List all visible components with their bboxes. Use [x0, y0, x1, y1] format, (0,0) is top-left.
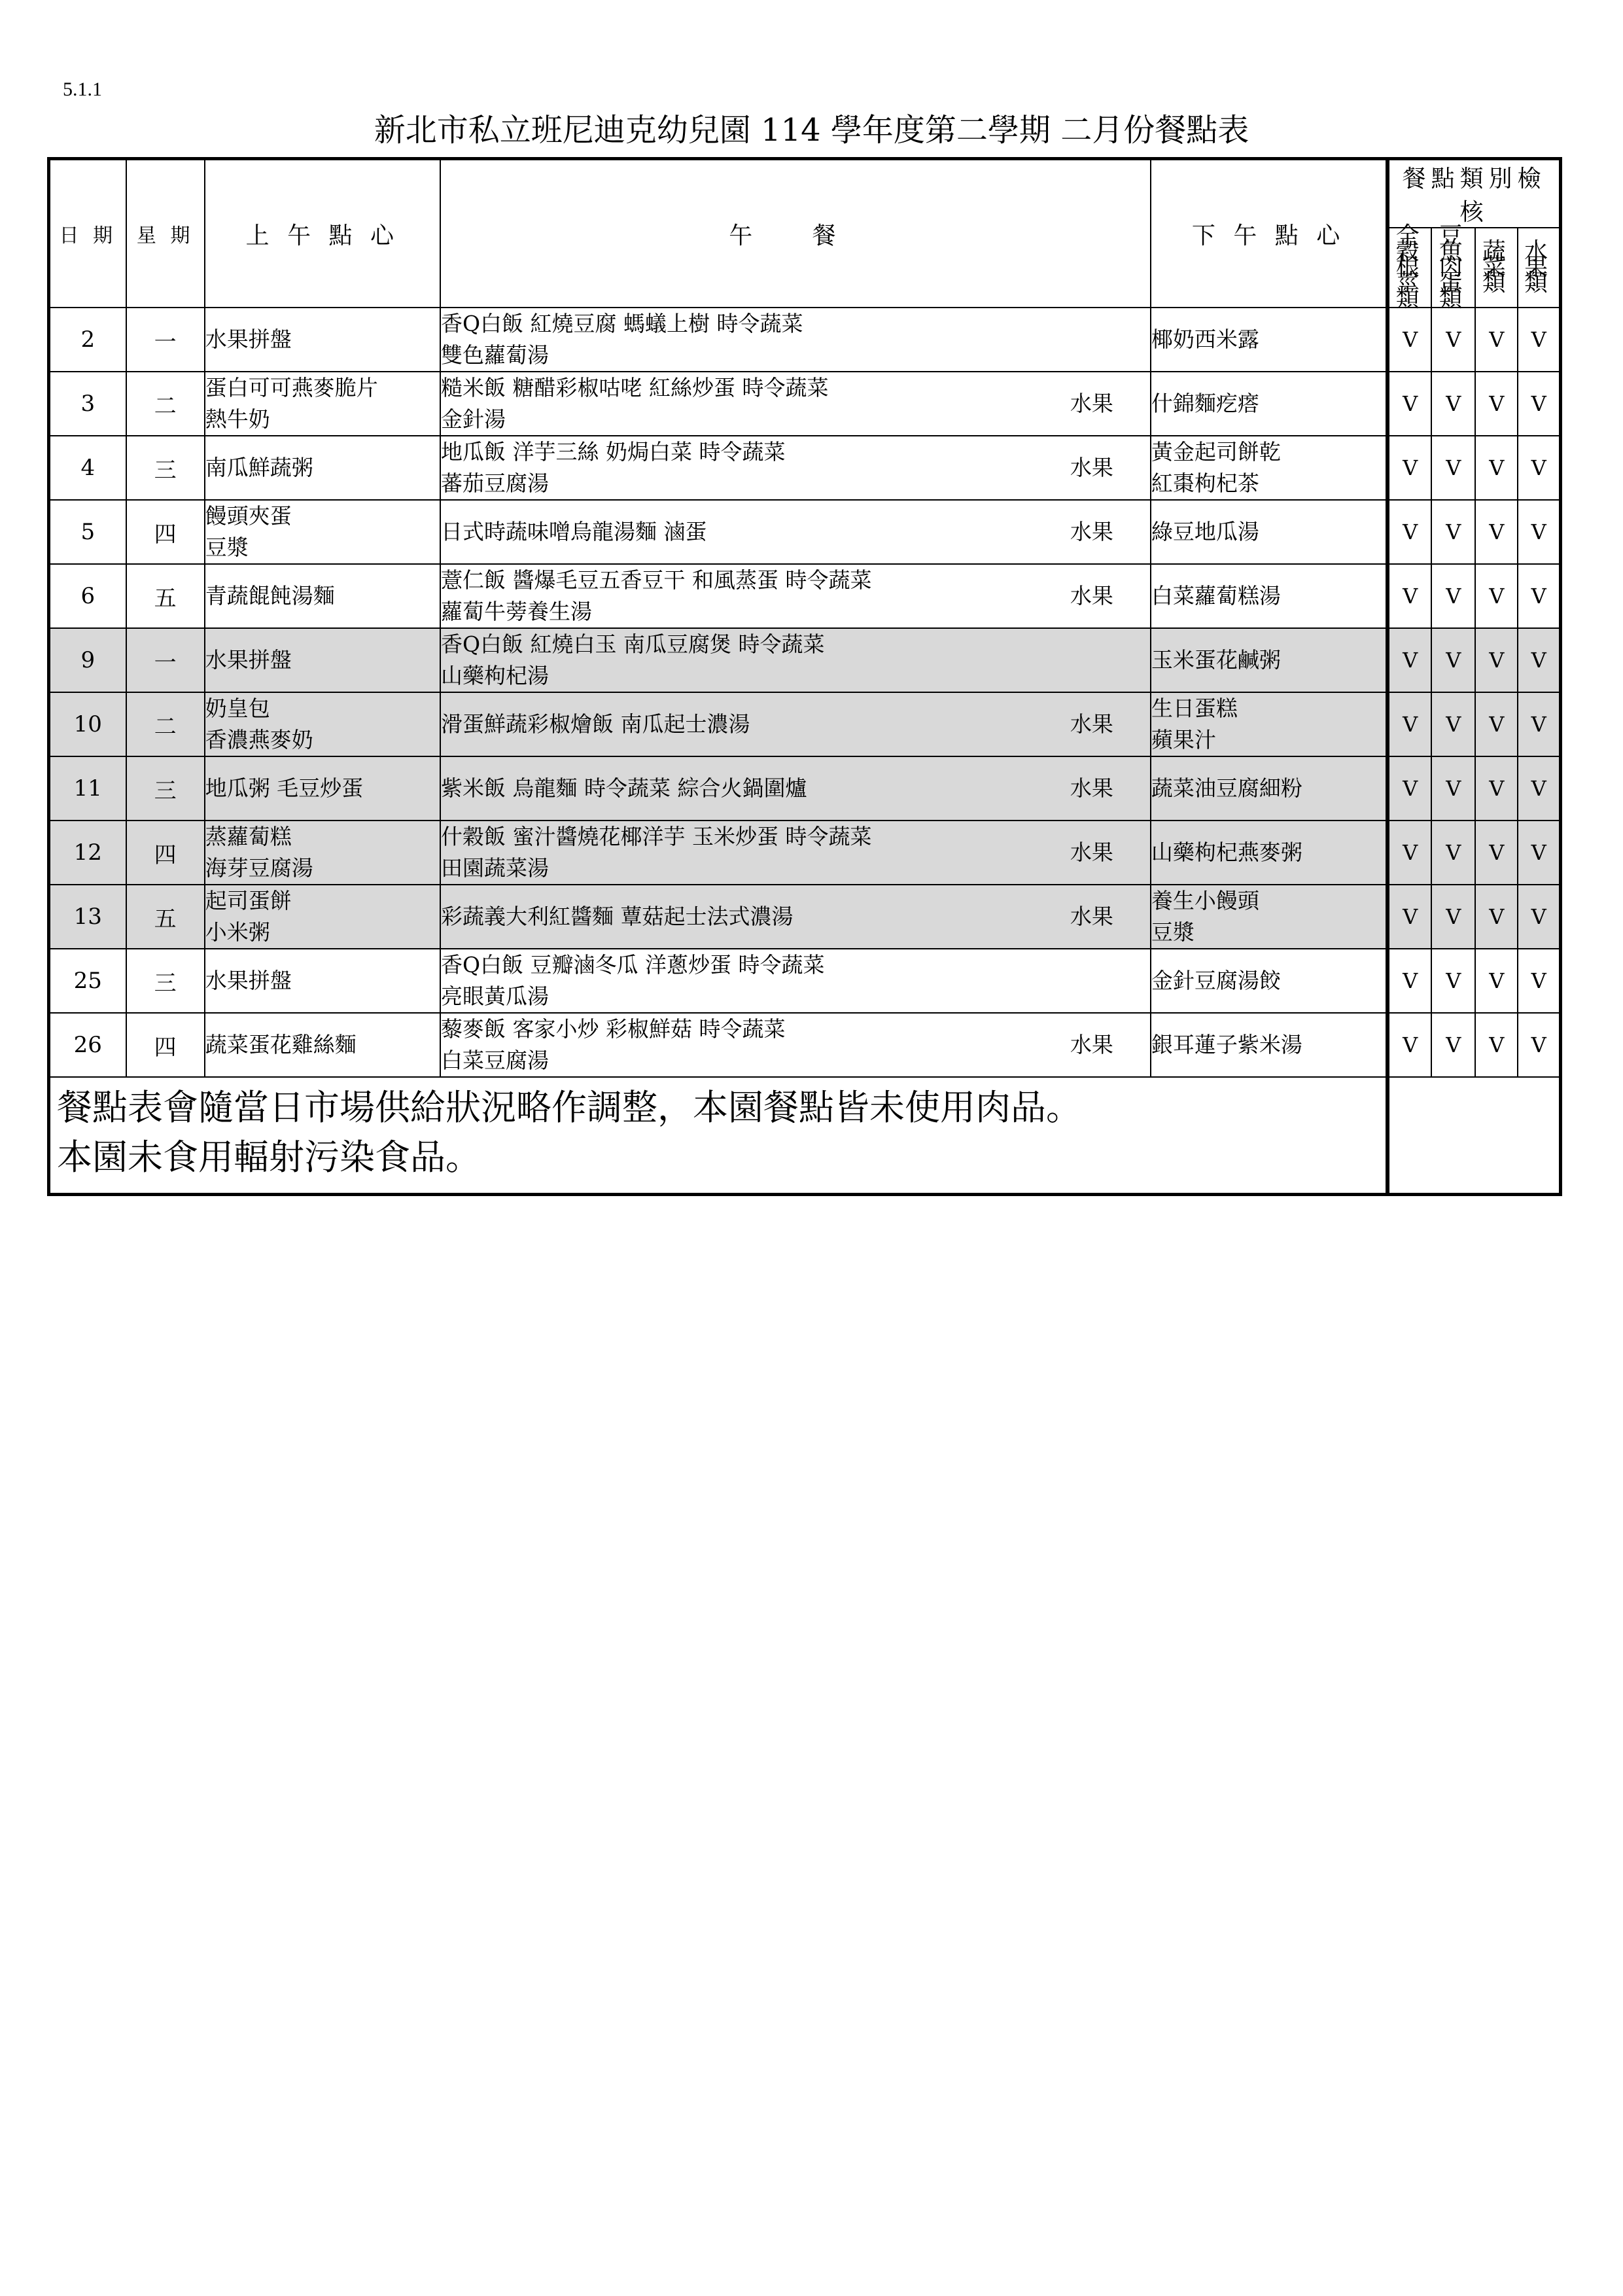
header-afternoon-snack: 下 午 點 心	[1151, 159, 1387, 308]
check-protein-mark: V	[1431, 500, 1475, 564]
weekday-cell: 一	[126, 628, 205, 692]
lunch-text: 紫米飯 烏龍麵 時令蔬菜 綜合火鍋圍爐	[440, 775, 807, 801]
footer-note-line1: 餐點表會隨當日市場供給狀況略作調整，本園餐點皆未使用肉品。	[57, 1087, 1081, 1128]
check-vegetable-mark: V	[1475, 885, 1518, 949]
date-cell: 5	[49, 500, 126, 564]
check-protein-mark: V	[1431, 756, 1475, 821]
check-vegetable-mark: V	[1475, 756, 1518, 821]
lunch-fruit: 水果	[1070, 1032, 1113, 1057]
weekday-cell: 一	[126, 308, 205, 372]
check-vegetable-mark: V	[1475, 436, 1518, 500]
check-fruit-mark: V	[1518, 821, 1560, 885]
weekday-cell: 三	[126, 949, 205, 1013]
morning-snack-cell: 蒸蘿蔔糕 海芽豆腐湯	[205, 821, 440, 885]
table-row	[49, 308, 1561, 372]
date-cell: 12	[49, 821, 126, 885]
lunch-fruit: 水果	[1070, 455, 1113, 480]
footer-check-blank	[1387, 1077, 1560, 1195]
date-cell: 11	[49, 756, 126, 821]
check-vegetable-mark: V	[1475, 500, 1518, 564]
header-weekday: 星 期	[126, 159, 205, 308]
afternoon-snack-cell: 什錦麵疙瘩	[1151, 372, 1387, 436]
table-row	[49, 564, 1561, 628]
check-grains-mark: V	[1387, 372, 1431, 436]
lunch-cell	[440, 436, 1151, 500]
lunch-text: 薏仁飯 醬爆毛豆五香豆干 和風蒸蛋 時令蔬菜 蘿蔔牛蒡養生湯	[440, 567, 872, 624]
morning-snack-cell: 南瓜鮮蔬粥	[205, 436, 440, 500]
morning-snack-cell: 青蔬餛飩湯麵	[205, 564, 440, 628]
weekday-cell: 五	[126, 885, 205, 949]
lunch-cell	[440, 885, 1151, 949]
afternoon-snack-cell: 養生小饅頭 豆漿	[1151, 885, 1387, 949]
check-protein-mark: V	[1431, 308, 1475, 372]
afternoon-snack-cell: 黃金起司餅乾 紅棗枸杞茶	[1151, 436, 1387, 500]
lunch-cell	[440, 500, 1151, 564]
date-cell: 3	[49, 372, 126, 436]
check-protein-mark: V	[1431, 436, 1475, 500]
lunch-text: 彩蔬義大利紅醬麵 蕈菇起士法式濃湯	[440, 904, 794, 929]
footer-note-line2: 本園未食用輻射污染食品。	[57, 1137, 481, 1178]
morning-snack-cell: 水果拼盤	[205, 628, 440, 692]
table-row	[49, 372, 1561, 436]
check-fruit-mark: V	[1518, 756, 1560, 821]
check-protein-mark: V	[1431, 1013, 1475, 1077]
check-grains-mark: V	[1387, 1013, 1431, 1077]
afternoon-snack-cell: 白菜蘿蔔糕湯	[1151, 564, 1387, 628]
lunch-cell	[440, 564, 1151, 628]
weekday-cell: 四	[126, 1013, 205, 1077]
check-fruit-mark: V	[1518, 372, 1560, 436]
morning-snack-cell: 地瓜粥 毛豆炒蛋	[205, 756, 440, 821]
lunch-fruit: 水果	[1070, 775, 1113, 801]
lunch-text: 藜麥飯 客家小炒 彩椒鮮菇 時令蔬菜 白菜豆腐湯	[440, 1016, 786, 1073]
lunch-text: 什穀飯 蜜汁醬燒花椰洋芋 玉米炒蛋 時令蔬菜 田園蔬菜湯	[440, 824, 872, 881]
check-vegetable-mark: V	[1475, 949, 1518, 1013]
morning-snack-cell: 饅頭夾蛋 豆漿	[205, 500, 440, 564]
check-grains-mark: V	[1387, 564, 1431, 628]
lunch-cell	[440, 1013, 1151, 1077]
weekday-cell: 四	[126, 821, 205, 885]
lunch-text: 香Q白飯 紅燒豆腐 螞蟻上樹 時令蔬菜 雙色蘿蔔湯	[440, 311, 803, 368]
lunch-text: 糙米飯 糖醋彩椒咕咾 紅絲炒蛋 時令蔬菜 金針湯	[440, 375, 829, 432]
morning-snack-cell: 水果拼盤	[205, 308, 440, 372]
check-protein-mark: V	[1431, 885, 1475, 949]
date-cell: 4	[49, 436, 126, 500]
table-row	[49, 885, 1561, 949]
header-morning-snack: 上 午 點 心	[205, 159, 440, 308]
date-cell: 9	[49, 628, 126, 692]
afternoon-snack-cell: 蔬菜油豆腐細粉	[1151, 756, 1387, 821]
check-fruit-mark: V	[1518, 692, 1560, 756]
lunch-cell	[440, 692, 1151, 756]
check-vegetable-mark: V	[1475, 692, 1518, 756]
afternoon-snack-cell: 山藥枸杞燕麥粥	[1151, 821, 1387, 885]
document-code: 5.1.1	[63, 79, 102, 100]
check-vegetable-mark: V	[1475, 821, 1518, 885]
check-protein-mark: V	[1431, 564, 1475, 628]
header-category-check: 餐點類別檢核	[1387, 159, 1560, 228]
header-check-vegetable: 蔬菜類	[1475, 228, 1518, 308]
check-grains-mark: V	[1387, 756, 1431, 821]
header-date: 日 期	[49, 159, 126, 308]
afternoon-snack-cell: 金針豆腐湯餃	[1151, 949, 1387, 1013]
lunch-fruit: 水果	[1070, 904, 1113, 929]
check-grains-mark: V	[1387, 821, 1431, 885]
check-fruit-mark: V	[1518, 436, 1560, 500]
afternoon-snack-cell: 生日蛋糕 蘋果汁	[1151, 692, 1387, 756]
date-cell: 13	[49, 885, 126, 949]
check-protein-mark: V	[1431, 949, 1475, 1013]
weekday-cell: 二	[126, 372, 205, 436]
lunch-fruit: 水果	[1070, 391, 1113, 416]
check-protein-mark: V	[1431, 692, 1475, 756]
check-vegetable-mark: V	[1475, 564, 1518, 628]
check-grains-mark: V	[1387, 436, 1431, 500]
weekday-cell: 三	[126, 436, 205, 500]
weekday-cell: 四	[126, 500, 205, 564]
check-grains-mark: V	[1387, 885, 1431, 949]
lunch-fruit: 水果	[1070, 711, 1113, 737]
check-fruit-mark: V	[1518, 1013, 1560, 1077]
table-row	[49, 692, 1561, 756]
date-cell: 10	[49, 692, 126, 756]
check-grains-mark: V	[1387, 628, 1431, 692]
lunch-cell	[440, 372, 1151, 436]
morning-snack-cell: 蛋白可可燕麥脆片 熱牛奶	[205, 372, 440, 436]
lunch-cell	[440, 821, 1151, 885]
check-fruit-mark: V	[1518, 564, 1560, 628]
lunch-fruit: 水果	[1070, 519, 1113, 544]
lunch-text: 地瓜飯 洋芋三絲 奶焗白菜 時令蔬菜 蕃茄豆腐湯	[440, 439, 786, 496]
afternoon-snack-cell: 椰奶西米露	[1151, 308, 1387, 372]
check-grains-mark: V	[1387, 308, 1431, 372]
date-cell: 6	[49, 564, 126, 628]
check-grains-mark: V	[1387, 692, 1431, 756]
check-protein-mark: V	[1431, 372, 1475, 436]
header-check-grains: 全穀根莖類	[1387, 228, 1431, 308]
table-row	[49, 500, 1561, 564]
table-row	[49, 436, 1561, 500]
check-fruit-mark: V	[1518, 628, 1560, 692]
lunch-fruit: 水果	[1070, 583, 1113, 609]
afternoon-snack-cell: 綠豆地瓜湯	[1151, 500, 1387, 564]
lunch-text: 香Q白飯 紅燒白玉 南瓜豆腐煲 時令蔬菜 山藥枸杞湯	[440, 631, 825, 688]
check-vegetable-mark: V	[1475, 372, 1518, 436]
header-check-protein: 豆魚肉蛋類	[1431, 228, 1475, 308]
weekday-cell: 五	[126, 564, 205, 628]
footer-notes	[49, 1077, 1388, 1195]
check-fruit-mark: V	[1518, 500, 1560, 564]
lunch-cell	[440, 308, 1151, 372]
weekday-cell: 三	[126, 756, 205, 821]
morning-snack-cell: 蔬菜蛋花雞絲麵	[205, 1013, 440, 1077]
lunch-text: 香Q白飯 豆瓣滷冬瓜 洋蔥炒蛋 時令蔬菜 亮眼黃瓜湯	[440, 952, 825, 1009]
check-vegetable-mark: V	[1475, 308, 1518, 372]
lunch-text: 滑蛋鮮蔬彩椒燴飯 南瓜起士濃湯	[440, 711, 750, 737]
date-cell: 26	[49, 1013, 126, 1077]
check-grains-mark: V	[1387, 949, 1431, 1013]
lunch-cell	[440, 949, 1151, 1013]
morning-snack-cell: 水果拼盤	[205, 949, 440, 1013]
afternoon-snack-cell: 銀耳蓮子紫米湯	[1151, 1013, 1387, 1077]
check-grains-mark: V	[1387, 500, 1431, 564]
check-protein-mark: V	[1431, 628, 1475, 692]
weekday-cell: 二	[126, 692, 205, 756]
check-vegetable-mark: V	[1475, 1013, 1518, 1077]
header-check-fruit: 水果類	[1518, 228, 1560, 308]
table-row	[49, 628, 1561, 692]
lunch-cell	[440, 628, 1151, 692]
header-lunch: 午 餐	[440, 159, 1151, 308]
check-fruit-mark: V	[1518, 885, 1560, 949]
check-fruit-mark: V	[1518, 949, 1560, 1013]
check-fruit-mark: V	[1518, 308, 1560, 372]
lunch-cell	[440, 756, 1151, 821]
date-cell: 25	[49, 949, 126, 1013]
morning-snack-cell: 起司蛋餅 小米粥	[205, 885, 440, 949]
date-cell: 2	[49, 308, 126, 372]
table-row	[49, 756, 1561, 821]
check-vegetable-mark: V	[1475, 628, 1518, 692]
lunch-text: 日式時蔬味噌烏龍湯麵 滷蛋	[440, 519, 707, 544]
page-title: 新北市私立班尼迪克幼兒園 114 學年度第二學期 二月份餐點表	[374, 112, 1249, 149]
table-row	[49, 821, 1561, 885]
morning-snack-cell: 奶皇包 香濃燕麥奶	[205, 692, 440, 756]
meal-table	[47, 157, 1562, 1196]
check-protein-mark: V	[1431, 821, 1475, 885]
lunch-fruit: 水果	[1070, 839, 1113, 865]
table-row	[49, 1013, 1561, 1077]
afternoon-snack-cell: 玉米蛋花鹹粥	[1151, 628, 1387, 692]
table-row	[49, 949, 1561, 1013]
